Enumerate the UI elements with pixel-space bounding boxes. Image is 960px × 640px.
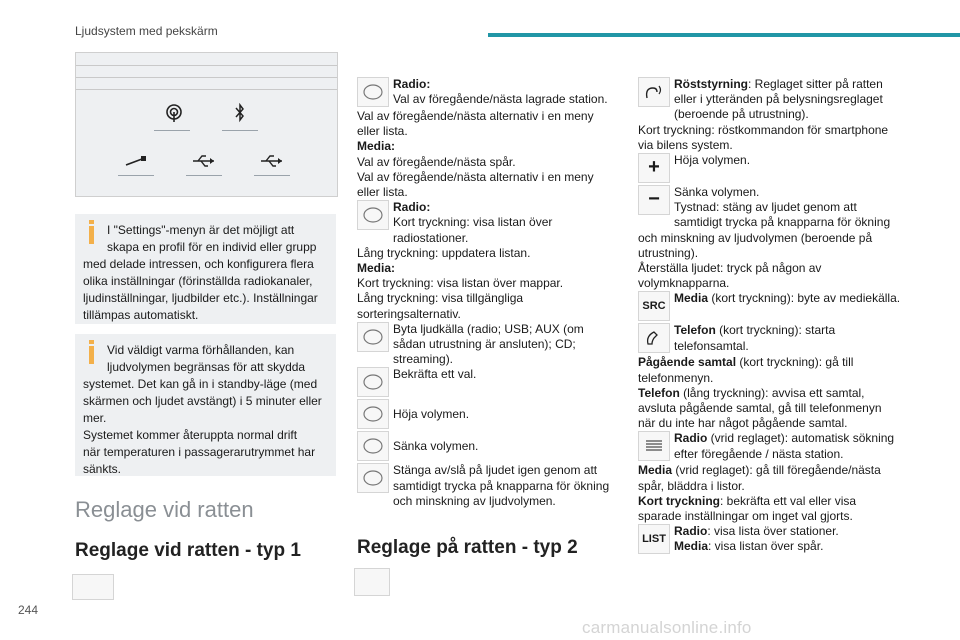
running-header: Ljudsystem med pekskärm <box>75 24 218 38</box>
info-note <box>75 334 336 476</box>
list-icon: LIST <box>638 524 670 554</box>
info-note <box>75 214 336 324</box>
entry-confirm: Bekräfta ett val. <box>357 367 619 399</box>
entry-volume-down: Sänka volymen. <box>357 431 619 463</box>
heading-type1: Reglage vid ratten - typ 1 <box>75 540 301 561</box>
steering-control-icon <box>357 367 389 397</box>
watermark: carmanualsonline.info <box>582 618 752 637</box>
src-icon: SRC <box>638 291 670 321</box>
entry-source: Byta ljudkälla (radio; USB; AUX (om sådan utrustning är ansluten); CD; streaming). <box>357 322 619 368</box>
bluetooth-icon <box>228 103 252 123</box>
entry-volume-down: − Sänka volymen. Tystnad: stäng av ljudet genom att samtidigt trycka på knapparna för ökning och minskning av ljudvolymen (beroende på utrustning). Återställa ljudet: tryck på någon av volymknapparna. <box>638 185 891 291</box>
steering-control-icon <box>357 431 389 461</box>
figure-divider <box>76 77 337 78</box>
note-text: när temperaturen i passagerarutrymmet har sänkts. <box>83 445 316 476</box>
entry-thumbwheel: Radio (vrid reglaget): automatisk sökning efter föregående / nästa station. Media (vrid reglaget): gå till föregående/nästa spår, bläddra i listor. Kort tryckning: bekräfta ett val eller visa sparade inställningar om inget val gjorts. <box>638 431 895 524</box>
steering-control-icon <box>357 463 389 493</box>
usb-icon <box>192 151 216 171</box>
voice-control-icon <box>638 77 670 107</box>
header-accent-bar <box>488 33 960 37</box>
entry-volume-up: + Höja volymen. <box>638 153 902 185</box>
steering-control-icon <box>357 77 389 107</box>
column-2 <box>357 77 619 509</box>
entry-src: SRC Media (kort tryckning): byte av mediekälla. <box>638 291 902 323</box>
section-title: Reglage vid ratten <box>75 497 254 522</box>
entry-mute: Stänga av/slå på ljudet igen genom att samtidigt trycka på knapparna för ökning och minskning av ljudvolymen. <box>357 463 619 509</box>
note-text: Vid väldigt varma förhållanden, kan ljudvolymen begränsas för att skydda <box>107 343 306 374</box>
page-number: 244 <box>18 603 39 617</box>
note-text: Systemet kommer återuppta normal drift <box>83 428 298 442</box>
entry-volume-up: Höja volymen. <box>357 399 619 431</box>
media-sources-figure <box>75 52 338 197</box>
steering-control-icon <box>357 322 389 352</box>
note-text: med delade intressen, och konfigurera flera olika inställningar (förinställda radiokanaler, ljudinställningar, ljudbilder etc.). Inställningar tillämpas automatiskt. <box>83 257 318 322</box>
minus-icon: − <box>638 185 670 215</box>
phone-icon <box>638 323 670 353</box>
entry-list: LIST Radio: visa lista över stationer. Media: visa listan över spår. <box>638 524 902 556</box>
figure-divider <box>76 89 337 90</box>
steering-control-icon <box>357 200 389 230</box>
thumbwheel-icon <box>638 431 670 461</box>
radio-signal-icon <box>162 103 186 123</box>
usb-icon <box>260 151 284 171</box>
figure-divider <box>76 65 337 66</box>
heading-type2: Reglage på ratten - typ 2 <box>357 537 578 558</box>
steering-control-icon <box>72 574 114 600</box>
plus-icon: + <box>638 153 670 183</box>
entry-radio-media-select: Radio: Val av föregående/nästa lagrade station. Val av föregående/nästa alternativ i en meny eller lista. Media: Val av föregående/nästa spår. Val av föregående/nästa alternativ i en meny eller lista. <box>357 77 608 200</box>
steering-control-icon <box>357 399 389 429</box>
note-text: I "Settings"-menyn är det möjligt att skapa en profil för en individ eller grupp <box>107 223 317 254</box>
aux-cable-icon <box>124 151 148 171</box>
note-text: systemet. Det kan gå in i standby-läge (med skärmen och ljudet avstängt) i 5 minuter eller mer. <box>83 377 322 425</box>
column-3 <box>638 77 902 556</box>
steering-control-icon <box>354 568 390 596</box>
entry-phone: Telefon (kort tryckning): starta telefonsamtal. Pågående samtal (kort tryckning): gå till telefonmenyn. Telefon (lång tryckning): avvisa ett samtal, avsluta pågående samtal, gå till telefonmenyn när du inte har något pågående samtal. <box>638 323 882 431</box>
entry-voice-control: Röststyrning: Reglaget sitter på ratten eller i ytteränden på belysningsreglaget (beroende på utrustning). Kort tryckning: röstkommandon för smartphone via bilens system. <box>638 77 889 152</box>
entry-radio-media-list: Radio: Kort tryckning: visa listan över radiostationer. Lång tryckning: uppdatera listan. Media: Kort tryckning: visa listan över mappar. Lång tryckning: visa tillgängliga sorteringsalternativ. <box>357 200 564 321</box>
